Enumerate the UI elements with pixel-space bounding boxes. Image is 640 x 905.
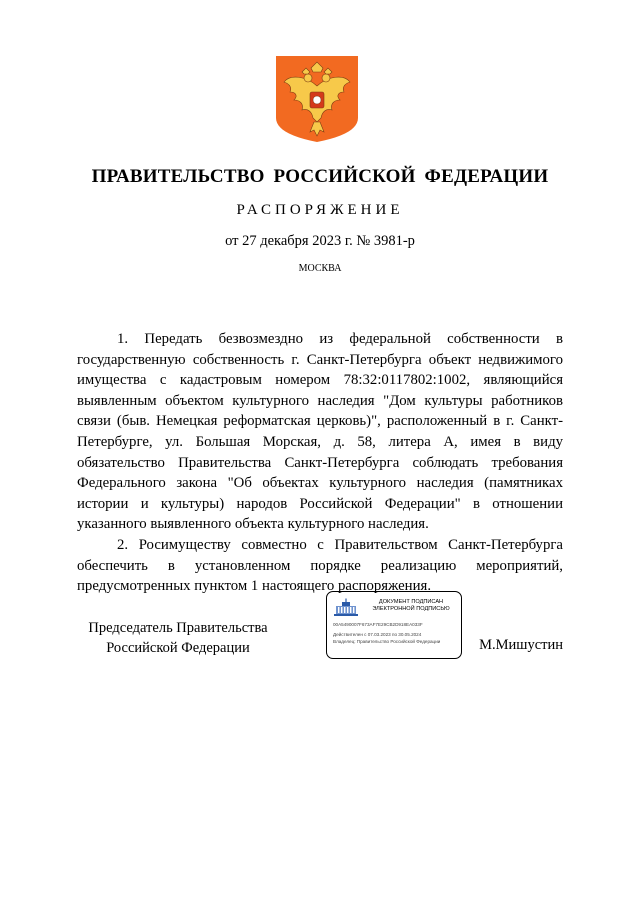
stamp-title-line2: ЭЛЕКТРОННОЙ ПОДПИСЬЮ [372, 606, 450, 612]
government-building-icon [333, 598, 359, 618]
stamp-title [363, 599, 459, 613]
signer-position [78, 618, 278, 658]
document-city: МОСКВА [298, 263, 342, 274]
paragraph-1 [77, 329, 563, 535]
paragraph-1-text: Передать безвозмездно из федеральной собственности в государственную собственность г. Санкт-Петербурга объект недвижимого имущества с кадастровым номером 78:32:0117802:1002, являющийся выявленным объектом культурного наследия "Дом культуры работников связи (быв. Немецкая реформатская церковь)", расположенный в г. Санкт-Петербурге, ул. Большая Морская, д. 58, литера А, имея в виду обязательство Правительства Санкт-Петербурга соблюдать требования Федерального закона "Об объектах культурного наследия (памятниках истории и культуры) народов Российской Федерации" в отношении указанного выявленного объекта культурного наследия. [77, 331, 564, 533]
stamp-validity: Действителен с 07.03.2023 по 30.05.2024 [333, 632, 422, 637]
stamp-title-line1: ДОКУМЕНТ ПОДПИСАН [378, 599, 444, 605]
document-date-number: от 27 декабря 2023 г. № 3981-р [225, 233, 415, 249]
paragraph-2-text: Росимуществу совместно с Правительством Санкт-Петербурга обеспечить в установленном порядке реализацию мероприятий, предусмотренных пунктом 1 настоящего распоряжения. [77, 536, 563, 595]
government-title: ПРАВИТЕЛЬСТВО РОССИЙСКОЙ ФЕДЕРАЦИИ [91, 166, 549, 187]
signer-position-line1: Председатель Правительства [88, 620, 268, 636]
stamp-certificate: 00A5490007F673AF7E29CB2D918EA033F [333, 622, 423, 627]
signer-name: М.Мишустин [479, 637, 563, 653]
coat-of-arms-emblem-icon [276, 56, 358, 142]
stamp-owner: Владелец: Правительство Российской Федерации [333, 639, 441, 644]
electronic-signature-stamp [326, 591, 462, 659]
document-type: РАСПОРЯЖЕНИЕ [236, 202, 404, 218]
document-body [77, 329, 563, 597]
paragraph-2 [77, 535, 563, 597]
paragraph-1-number: 1. [117, 331, 129, 347]
russian-coat-of-arms-icon [276, 56, 358, 142]
paragraph-2-number: 2. [117, 536, 129, 553]
signer-position-line2: Российской Федерации [106, 640, 250, 656]
